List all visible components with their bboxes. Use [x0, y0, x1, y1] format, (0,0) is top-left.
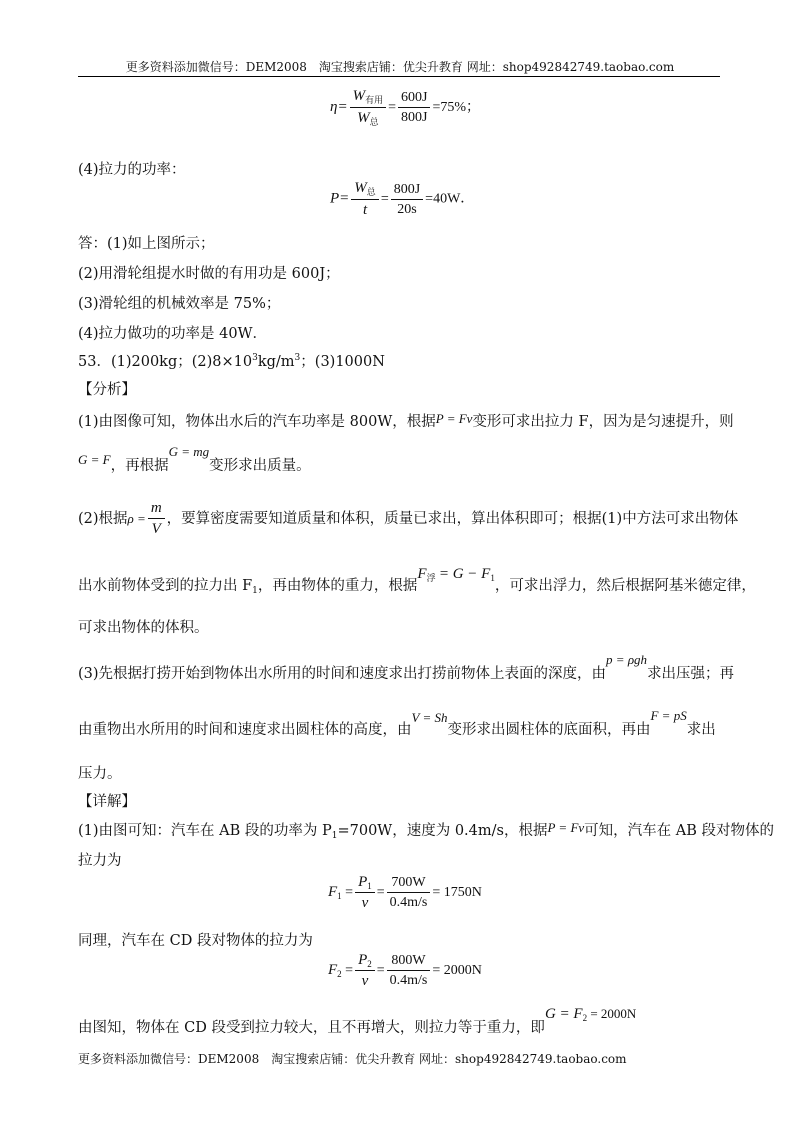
analysis-3: (3)先根据打捞开始到物体出水所用的时间和速度求出打捞前物体上表面的深度，由p = ρgh求出压强；再 [78, 652, 735, 682]
detail-1b: 拉力为 [78, 853, 122, 869]
detail-title: 【详解】 [78, 794, 136, 810]
power-equation: P= $\frac{W_总}{t}$ = $\frac{800J}{20s}$ =40W． [330, 180, 475, 218]
page-footer: 更多资料添加微信号：DEM2008 淘宝搜索店铺：优尖升教育 网址：shop492842749.taobao.com [78, 1052, 627, 1066]
force-1-equation: $F_1$ = $\frac{P_1}{v}$ = $\frac{700W}{0.4m/s}$ = 1750N [328, 874, 482, 911]
analysis-2: (2)根据ρ = $\frac{m}{V}$ ，要算密度需要知道质量和体积，质量已求出，算出体积即可；根据(1)中方法可求出物体 [78, 500, 739, 537]
analysis-3b: 由重物出水所用的时间和速度求出圆柱体的高度，由V = Sh变形求出圆柱体的底面积，再由F = pS求出 [78, 708, 716, 738]
detail-1: (1)由图可知：汽车在 AB 段的功率为 $P_1=700W$，速度为 0.4m/s，根据P = Fv可知，汽车在 AB 段对物体的 [78, 820, 775, 841]
answer-line: (3)滑轮组的机械效率是 75%； [78, 296, 281, 312]
analysis-title: 【分析】 [78, 382, 136, 398]
analysis-2c: 可求出物体的体积。 [78, 620, 209, 636]
force-2-equation: $F_2$ = $\frac{P_2}{v}$ = $\frac{800W}{0.4m/s}$ = 2000N [328, 952, 482, 989]
analysis-1: (1)由图像可知，物体出水后的汽车功率是 800W，根据P = Fv变形可求出拉力 F，因为是匀速提升，则 [78, 411, 734, 430]
answer-line: (2)用滑轮组提水时做的有用功是 600J； [78, 266, 340, 282]
efficiency-equation: η= $\frac{W_{有用}}{W_总}$ = $\frac{600J}{800J}$ =75%； [330, 88, 481, 127]
detail-2: 同理，汽车在 CD 段对物体的拉力为 [78, 933, 313, 949]
power-heading: (4)拉力的功率： [78, 162, 186, 178]
header-divider [78, 76, 720, 77]
detail-3: 由图知，物体在 CD 段受到拉力较大，且不再增大，则拉力等于重力，即$G = F_2 = 2000N$ [78, 1006, 637, 1036]
answer-line: 答：(1)如上图所示； [78, 236, 215, 252]
analysis-2b: 出水前物体受到的拉力出 $F_1$，再由物体的重力，根据$F_浮 = G - F_1$，可求出浮力，然后根据阿基米德定律， [78, 566, 756, 596]
question-53-answer: 53．(1)200kg；$(2)8\times 10^3kg/m^3$；(3)1000N [78, 353, 385, 370]
page-header: 更多资料添加微信号：DEM2008 淘宝搜索店铺：优尖升教育 网址：shop492842749.taobao.com [125, 60, 675, 74]
analysis-3c: 压力。 [78, 766, 122, 782]
answer-line: (4)拉力做功的功率是 40W． [78, 326, 268, 342]
analysis-1b: G = F，再根据G = mg变形求出质量。 [78, 444, 311, 474]
